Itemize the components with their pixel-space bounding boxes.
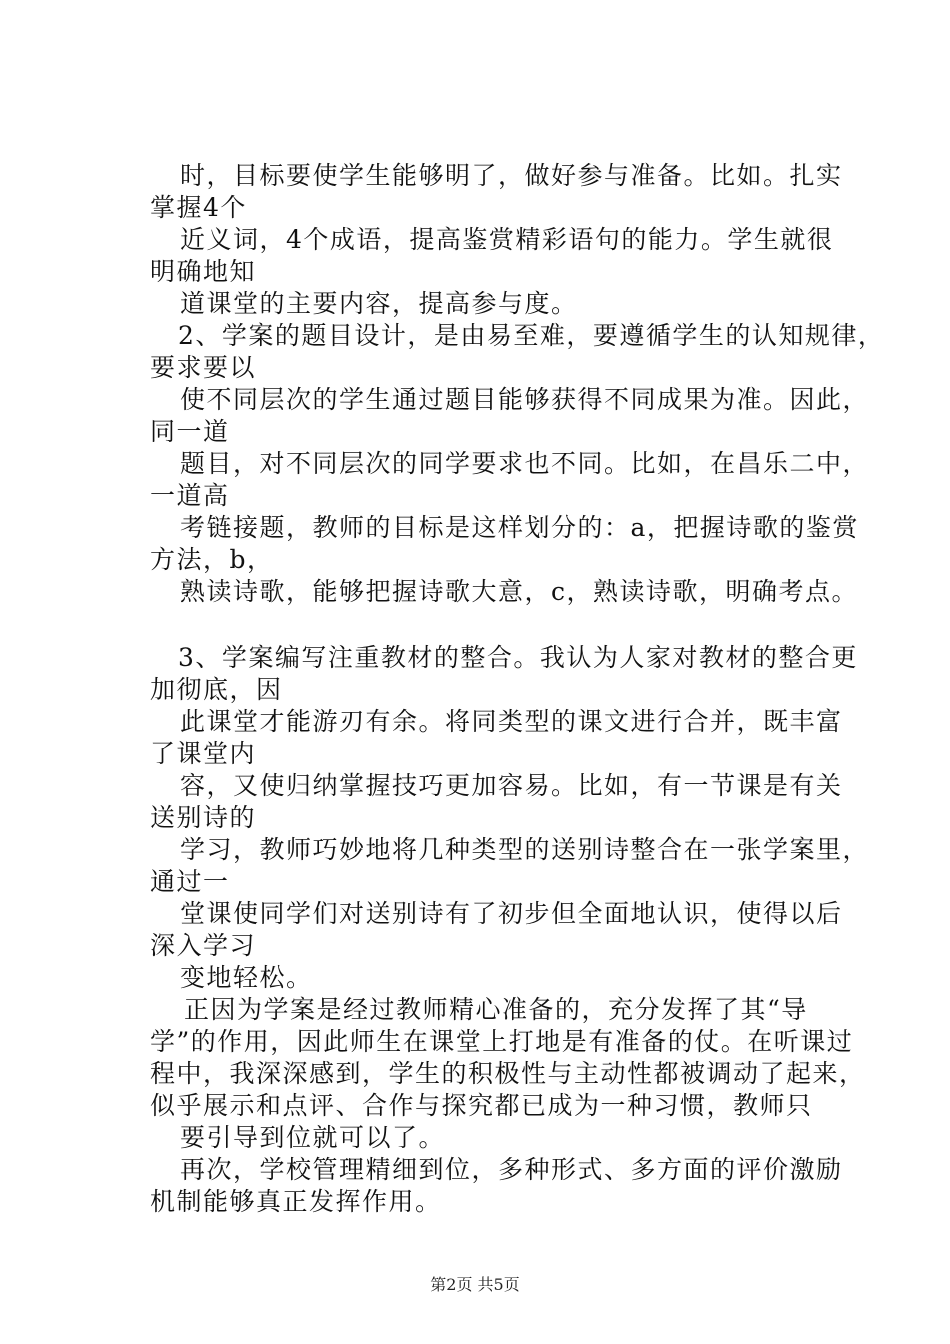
- text-line: 近义词，4个成语，提高鉴赏精彩语句的能力。学生就很: [180, 225, 834, 254]
- text-line: 一道高: [150, 481, 230, 510]
- text-line: 通过一: [150, 867, 230, 896]
- text-line: 再次，学校管理精细到位，多种形式、多方面的评价激励: [180, 1155, 843, 1184]
- text-line: 题目，对不同层次的同学要求也不同。比如，在昌乐二中，: [180, 449, 870, 478]
- text-line: 此课堂才能游刃有余。将同类型的课文进行合并，既丰富: [180, 707, 843, 736]
- text-line: 明确地知: [150, 257, 257, 286]
- text-line: 要引导到位就可以了。: [180, 1123, 446, 1152]
- text-line: 堂课使同学们对送别诗有了初步但全面地认识，使得以后: [180, 899, 843, 928]
- text-line: 要求要以: [150, 353, 257, 382]
- text-line: 了课堂内: [150, 739, 257, 768]
- page-footer: 第2页 共5页: [430, 1275, 520, 1294]
- text-line: 2、学案的题目设计，是由易至难，要遵循学生的认知规律，: [178, 321, 885, 350]
- text-line: 加彻底，因: [150, 675, 283, 704]
- text-line: 考链接题，教师的目标是这样划分的：a，把握诗歌的鉴赏: [180, 513, 859, 542]
- text-line: 方法，b，: [150, 545, 274, 574]
- text-line: 学”的作用，因此师生在课堂上打地是有准备的仗。在听课过: [150, 1027, 854, 1056]
- text-line: 送别诗的: [150, 803, 257, 832]
- text-line: 掌握4个: [150, 193, 247, 222]
- text-line: 道课堂的主要内容，提高参与度。: [180, 289, 578, 318]
- text-line: 时，目标要使学生能够明了，做好参与准备。比如。扎实: [180, 161, 843, 190]
- text-line: 同一道: [150, 417, 230, 446]
- paragraph-gap: [0, 608, 950, 642]
- text-line: 变地轻松。: [180, 963, 313, 992]
- text-line: 使不同层次的学生通过题目能够获得不同成果为准。因此，: [180, 385, 870, 414]
- text-line: 正因为学案是经过教师精心准备的，充分发挥了其“导: [184, 995, 808, 1024]
- text-line: 容，又使归纳掌握技巧更加容易。比如，有一节课是有关: [180, 771, 843, 800]
- text-line: 熟读诗歌，能够把握诗歌大意，c，熟读诗歌，明确考点。: [180, 577, 859, 606]
- text-line: 似乎展示和点评、合作与探究都已成为一种习惯，教师只: [150, 1091, 813, 1120]
- document-body: [0, 160, 950, 1218]
- text-line: 深入学习: [150, 931, 257, 960]
- text-line: 3、学案编写注重教材的整合。我认为人家对教材的整合更: [178, 643, 858, 672]
- text-line: 机制能够真正发挥作用。: [150, 1187, 442, 1216]
- text-line: 学习，教师巧妙地将几种类型的送别诗整合在一张学案里，: [180, 835, 870, 864]
- text-line: 程中，我深深感到，学生的积极性与主动性都被调动了起来，: [150, 1059, 866, 1088]
